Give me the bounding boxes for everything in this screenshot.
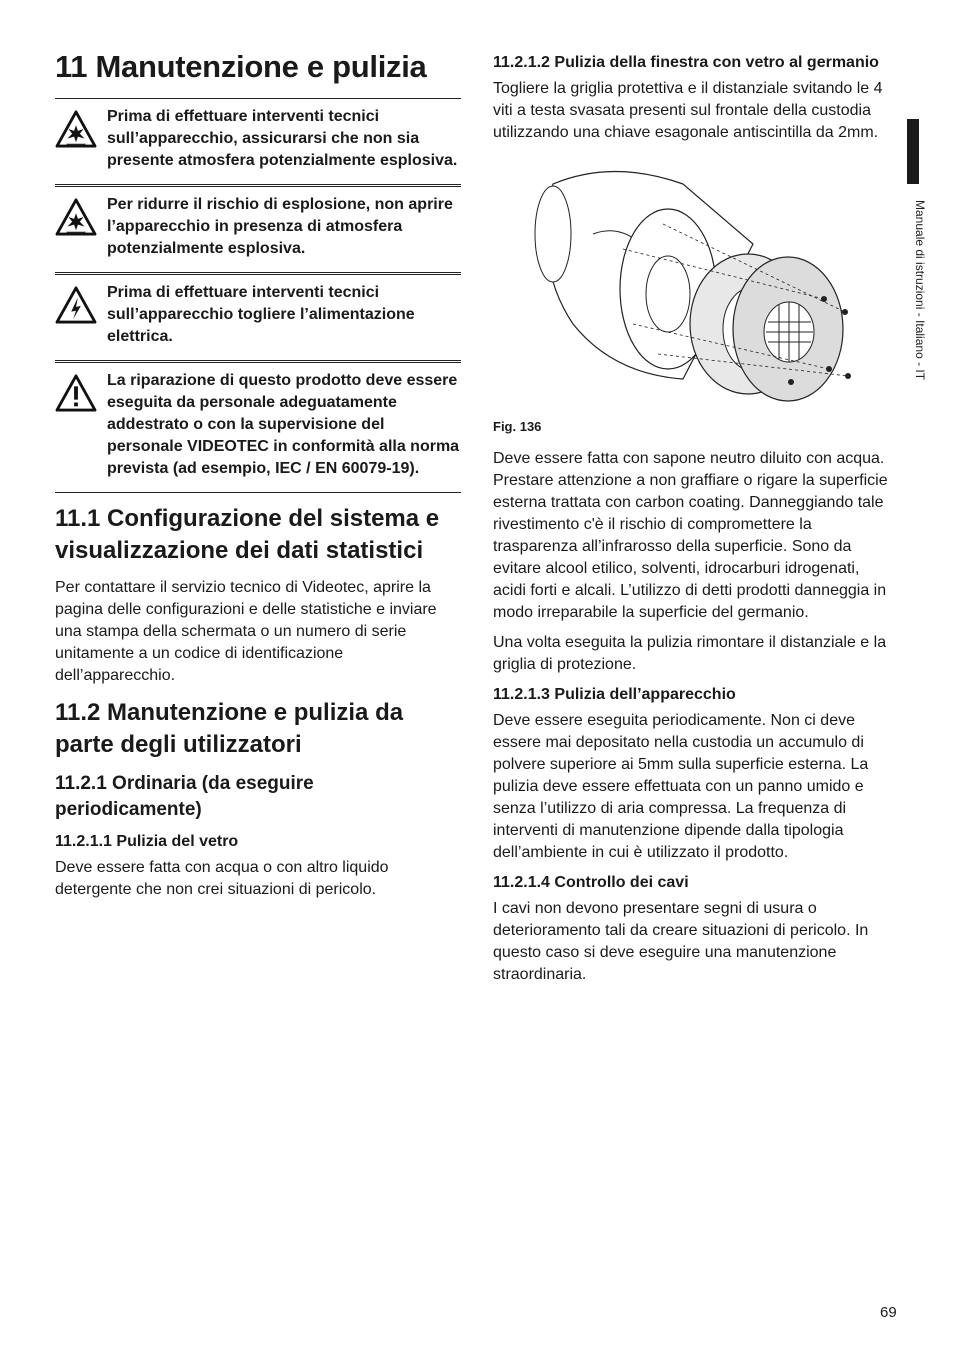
section-heading-11-2-1-4: 11.2.1.4 Controllo dei cavi [493, 874, 689, 891]
warning-block [55, 360, 461, 492]
section-text: Deve essere fatta con acqua o con altro liquido detergente che non crei situazioni di pericolo. [55, 859, 389, 898]
electric-hazard-icon [55, 286, 97, 324]
section-heading-11-2-1-1: 11.2.1.1 Pulizia del vetro [55, 833, 239, 850]
warning-block [55, 184, 461, 272]
page-title: 11 Manutenzione e pulizia [55, 49, 427, 84]
figure-caption: Fig. 136 [493, 419, 542, 434]
warning-text: Prima di effettuare interventi tecnici sull’apparecchio, assicurarsi che non sia presente atmosfera potenzialmente esplosiva. [107, 108, 458, 169]
side-label: Manuale di istruzioni - Italiano - IT [913, 200, 927, 381]
right-column [493, 52, 895, 994]
section-text: Per contattare il servizio tecnico di Videotec, aprire la pagina delle configurazioni e delle statistiche e inviare una stampa della schermata o un numero di serie unitamente a un codice di identificazione dell’apparecchio. [55, 579, 437, 684]
warning-text: Prima di effettuare interventi tecnici sull’apparecchio togliere l’alimentazione elettrica. [107, 284, 415, 345]
section-text: Togliere la griglia protettiva e il distanziale svitando le 4 viti a testa svasata presenti sul frontale della custodia utilizzando una chiave esagonale antiscintilla da 2mm. [493, 80, 883, 141]
section-heading-11-1: 11.1 Configurazione del sistema e visualizzazione dei dati statistici [55, 505, 440, 564]
section-text: I cavi non devono presentare segni di usura o deterioramento tali da creare situazioni di pericolo. In questo caso si deve eseguire una manutenzione straordinaria. [493, 900, 869, 983]
divider [55, 492, 461, 493]
page-number: 69 [880, 1304, 897, 1321]
section-heading-11-2-1-2: 11.2.1.2 Pulizia della finestra con vetro al germanio [493, 54, 879, 71]
warning-icon [55, 374, 97, 412]
warning-block [55, 272, 461, 360]
warning-text: Per ridurre il rischio di esplosione, non aprire l’apparecchio in presenza di atmosfera potenzialmente esplosiva. [107, 196, 453, 257]
warning-text: La riparazione di questo prodotto deve essere eseguita da personale adeguatamente addestrato o con la supervisione del personale VIDEOTEC in conformità alla norma prevista (ad esempio, IEC / EN 60079-19). [107, 372, 460, 477]
section-text: Deve essere eseguita periodicamente. Non ci deve essere mai depositato nella custodia un accumulo di polvere superiore ai 5mm sulla superficie esterna. La pulizia deve essere effettuata con un panno umido e senza l’utilizzo di aria compressa. La frequenza di interventi di manutenzione dipende dalla tipologia dell’ambiente in cui è utilizzato il prodotto. [493, 712, 869, 861]
section-text: Una volta eseguita la pulizia rimontare il distanziale e la griglia di protezione. [493, 634, 887, 673]
section-heading-11-2-1-3: 11.2.1.3 Pulizia dell’apparecchio [493, 686, 736, 703]
section-heading-11-2-1: 11.2.1 Ordinaria (da eseguire periodicamente) [55, 773, 314, 820]
left-column [55, 48, 461, 909]
section-text: Deve essere fatta con sapone neutro diluito con acqua. Prestare attenzione a non graffiare o rigare la superficie esterna trattata con carbon coating. Danneggiando tale rivestimento c'è il rischio di compromettere la trasparenza all’infrarosso della superficie. Sono da evitare alcool etilico, solventi, idrocarburi idrogenati, acidi forti e alcali. L’utilizzo di detti prodotti danneggia in modo irreparabile la superficie del germanio. [493, 450, 888, 621]
explosion-icon [55, 198, 97, 236]
side-tab-marker [907, 119, 919, 184]
warning-block [55, 98, 461, 184]
explosion-icon [55, 110, 97, 148]
exploded-view-figure [493, 164, 895, 404]
section-heading-11-2: 11.2 Manutenzione e pulizia da parte degli utilizzatori [55, 699, 404, 758]
